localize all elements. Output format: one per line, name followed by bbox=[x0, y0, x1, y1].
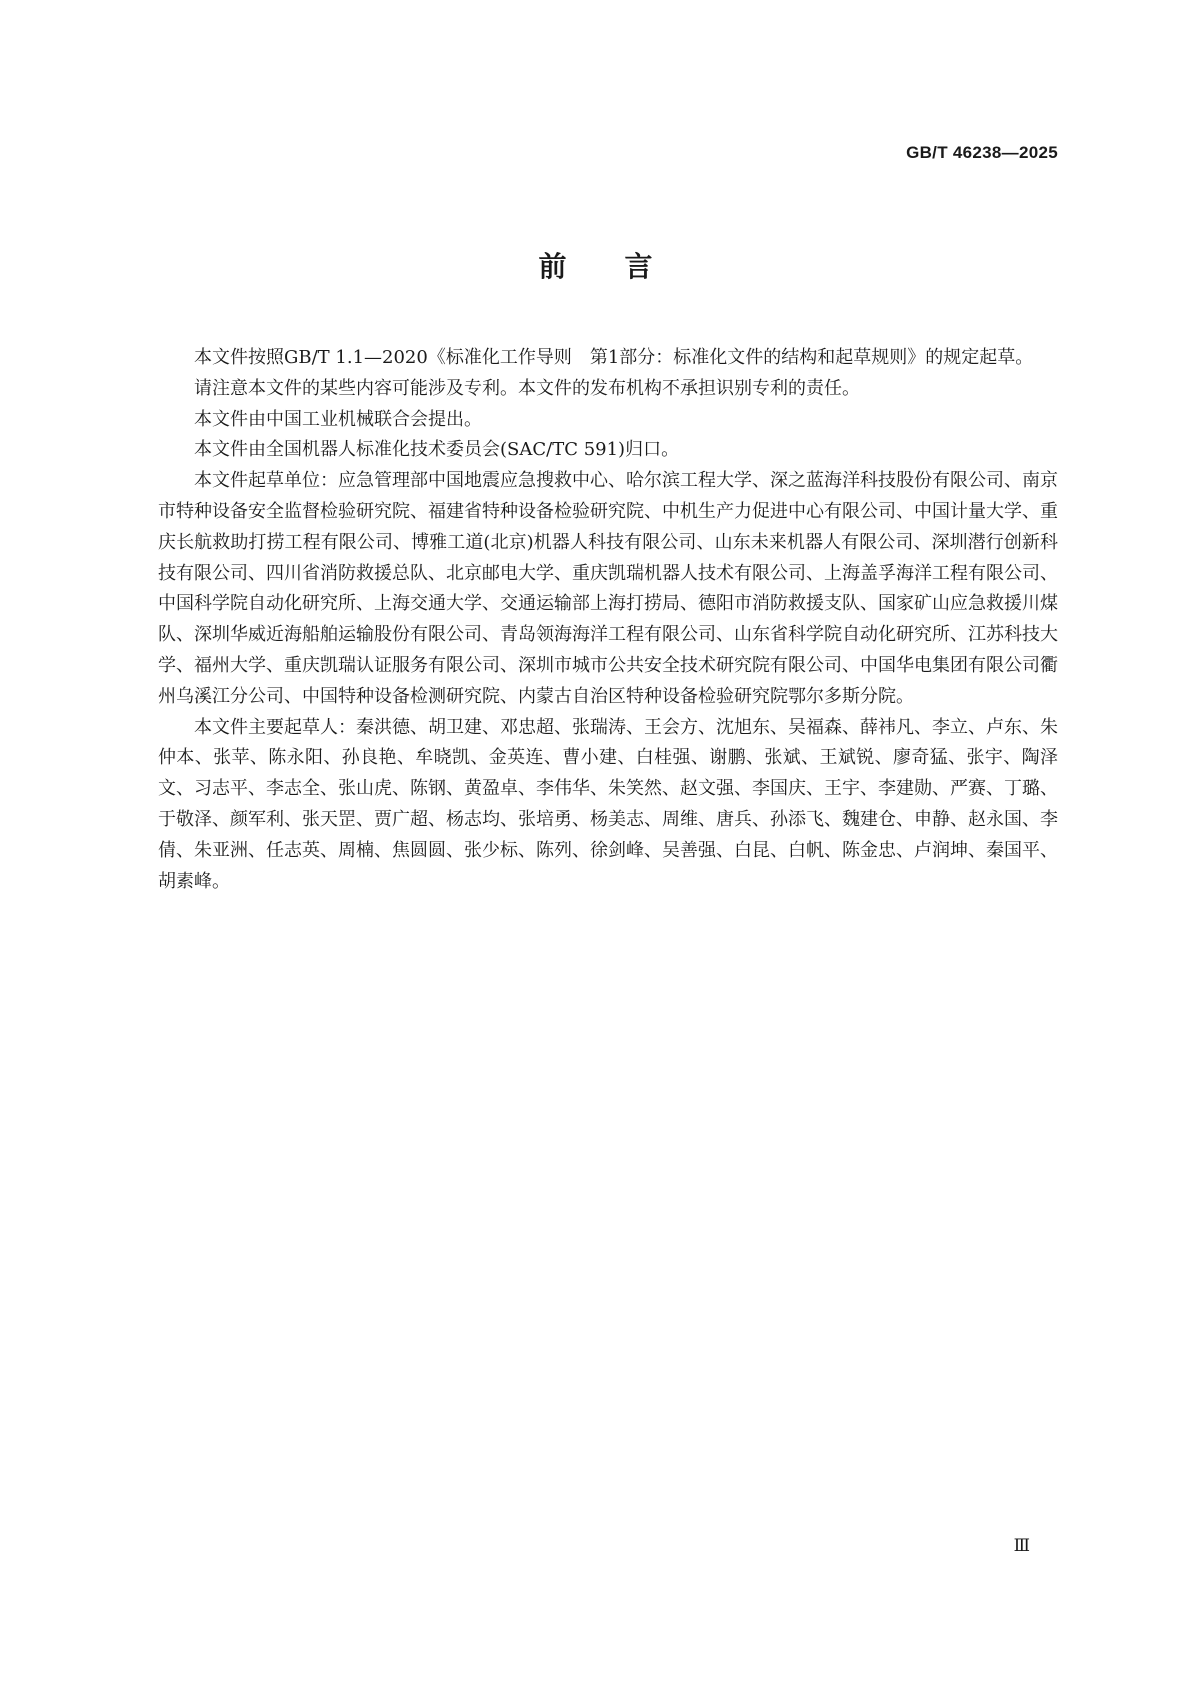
preface-body bbox=[158, 343, 1058, 897]
paragraph-drafting-units: 本文件起草单位：应急管理部中国地震应急搜救中心、哈尔滨工程大学、深之蓝海洋科技股份有限公司、南京市特种设备安全监督检验研究院、福建省特种设备检验研究院、中机生产力促进中心有限公司、中国计量大学、重庆长航救助打捞工程有限公司、博雅工道(北京)机器人科技有限公司、山东未来机器人有限公司、深圳潜行创新科技有限公司、四川省消防救援总队、北京邮电大学、重庆凯瑞机器人技术有限公司、上海盖孚海洋工程有限公司、中国科学院自动化研究所、上海交通大学、交通运输部上海打捞局、德阳市消防救援支队、国家矿山应急救援川煤队、深圳华威近海船舶运输股份有限公司、青岛领海海洋工程有限公司、山东省科学院自动化研究所、江苏科技大学、福州大学、重庆凯瑞认证服务有限公司、深圳市城市公共安全技术研究院有限公司、中国华电集团有限公司衢州乌溪江分公司、中国特种设备检测研究院、内蒙古自治区特种设备检验研究院鄂尔多斯分院。 bbox=[158, 470, 1058, 707]
paragraph-patent-notice: 请注意本文件的某些内容可能涉及专利。本文件的发布机构不承担识别专利的责任。 bbox=[194, 377, 860, 399]
standard-number: GB/T 46238—2025 bbox=[906, 143, 1058, 162]
paragraph-drafting-rules: 本文件按照GB/T 1.1—2020《标准化工作导则 第1部分：标准化文件的结构和起草规则》的规定起草。 bbox=[194, 347, 1034, 368]
paragraph-main-drafters: 本文件主要起草人：秦洪德、胡卫建、邓忠超、张瑞涛、王会方、沈旭东、吴福森、薛祎凡、李立、卢东、朱仲本、张苹、陈永阳、孙良艳、牟晓凯、金英连、曹小建、白桂强、谢鹏、张斌、王斌锐、廖奇猛、张宇、陶泽文、习志平、李志全、张山虎、陈钢、黄盈卓、李伟华、朱笑然、赵文强、李国庆、王宇、李建勋、严赛、丁璐、于敬泽、颜军利、张天罡、贾广超、杨志均、张培勇、杨美志、周维、唐兵、孙添飞、魏建仓、申静、赵永国、李倩、朱亚洲、任志英、周楠、焦圆圆、张少标、陈列、徐剑峰、吴善强、白昆、白帆、陈金忠、卢润坤、秦国平、胡素峰。 bbox=[158, 716, 1058, 892]
paragraph-responsible-committee: 本文件由全国机器人标准化技术委员会(SAC/TC 591)归口。 bbox=[194, 439, 680, 461]
page-number: Ⅲ bbox=[1013, 1536, 1030, 1555]
paragraph-proposer: 本文件由中国工业机械联合会提出。 bbox=[194, 408, 482, 430]
page-title: 前言 bbox=[538, 250, 711, 283]
